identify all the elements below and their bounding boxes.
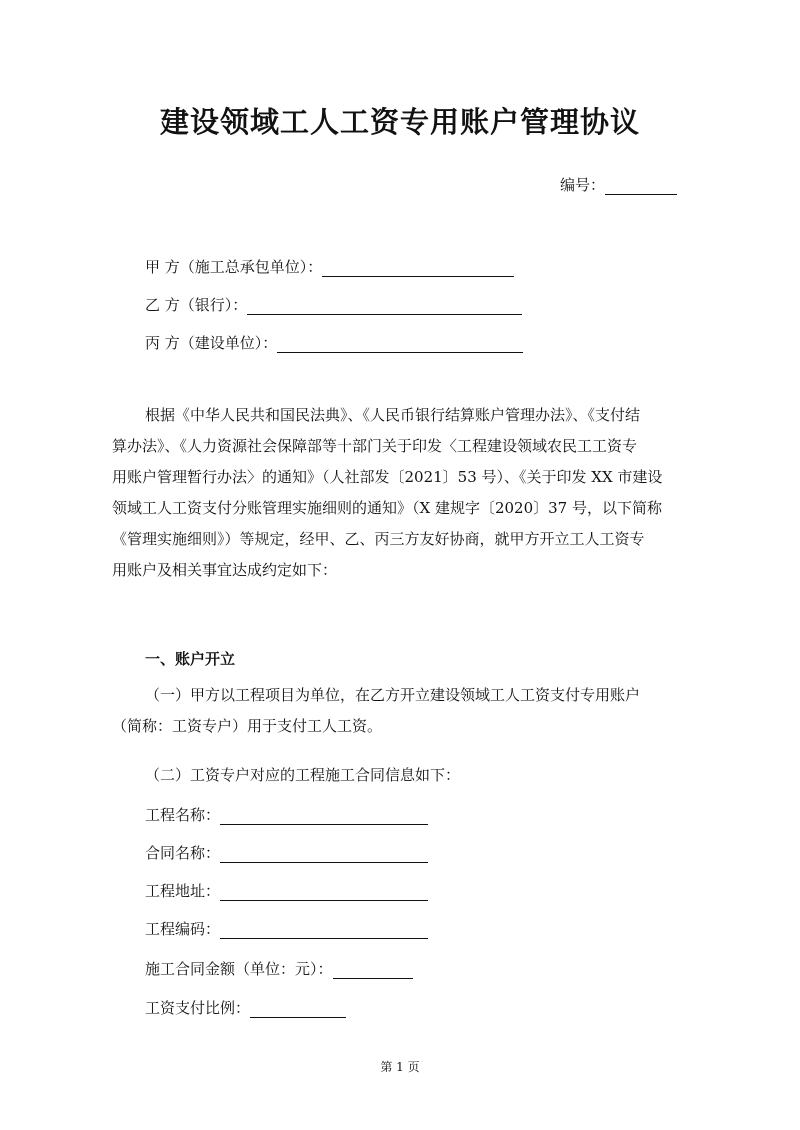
field-label: 工资支付比例：	[145, 999, 251, 1017]
field-blank[interactable]	[220, 808, 428, 825]
clause-line: （简称：工资专户）用于支付工人工资。	[112, 717, 383, 735]
party-a-blank[interactable]	[322, 260, 514, 277]
clause-line: （二）工资专户对应的工程施工合同信息如下：	[145, 766, 461, 784]
preamble-line: 领域工人工资支付分账管理实施细则的通知》（X 建规字〔2020〕37 号，以下简称	[112, 499, 662, 517]
party-b-blank[interactable]	[247, 298, 522, 315]
field-blank[interactable]	[220, 884, 428, 901]
field-contract-amount	[145, 958, 413, 979]
clause-line: （一）甲方以工程项目为单位，在乙方开立建设领域工人工资支付专用账户	[145, 686, 641, 704]
field-blank[interactable]	[250, 1001, 346, 1018]
field-label: 工程地址：	[145, 882, 221, 900]
preamble-line: 根据《中华人民共和国民法典》、《人民币银行结算账户管理办法》、《支付结	[145, 406, 641, 424]
field-label: 工程名称：	[145, 806, 221, 824]
party-a-label: 甲 方（施工总承包单位）：	[145, 258, 323, 276]
field-label: 工程编码：	[145, 920, 221, 938]
party-c	[145, 332, 523, 353]
document-title: 建设领域工人工资专用账户管理协议	[159, 105, 640, 139]
party-c-blank[interactable]	[277, 336, 523, 353]
page-number: 第 1 页	[380, 1060, 420, 1074]
field-blank[interactable]	[220, 846, 428, 863]
field-project-code	[145, 918, 428, 939]
party-c-label: 丙 方（建设单位）：	[145, 334, 278, 352]
document-number	[560, 174, 677, 195]
preamble-paragraph	[112, 400, 692, 586]
preamble-line: 算办法》、《人力资源社会保障部等十部门关于印发〈工程建设领域农民工工资专	[112, 437, 638, 455]
preamble-line: 用账户管理暂行办法〉的通知》（人社部发〔2021〕53 号）、《关于印发 XX 市建设	[112, 468, 663, 486]
field-blank[interactable]	[333, 962, 413, 979]
field-wage-ratio	[145, 997, 346, 1018]
party-b-label: 乙 方（银行）：	[145, 296, 248, 314]
document-number-blank[interactable]	[605, 178, 677, 195]
field-project-name	[145, 804, 428, 825]
party-a	[145, 256, 514, 277]
field-label: 合同名称：	[145, 844, 221, 862]
field-contract-name	[145, 842, 428, 863]
document-number-label: 编号：	[560, 176, 606, 194]
section-heading: 一、账户开立	[145, 650, 236, 668]
field-project-address	[145, 880, 428, 901]
preamble-line: 《管理实施细则》）等规定，经甲、乙、丙三方友好协商，就甲方开立工人工资专	[112, 530, 645, 548]
clause-1-paragraph	[112, 680, 692, 742]
field-blank[interactable]	[220, 922, 428, 939]
clause-2-paragraph	[112, 760, 692, 791]
field-label: 施工合同金额（单位：元）：	[145, 960, 333, 978]
party-b	[145, 294, 522, 315]
preamble-line: 用账户及相关事宜达成约定如下：	[112, 561, 338, 579]
